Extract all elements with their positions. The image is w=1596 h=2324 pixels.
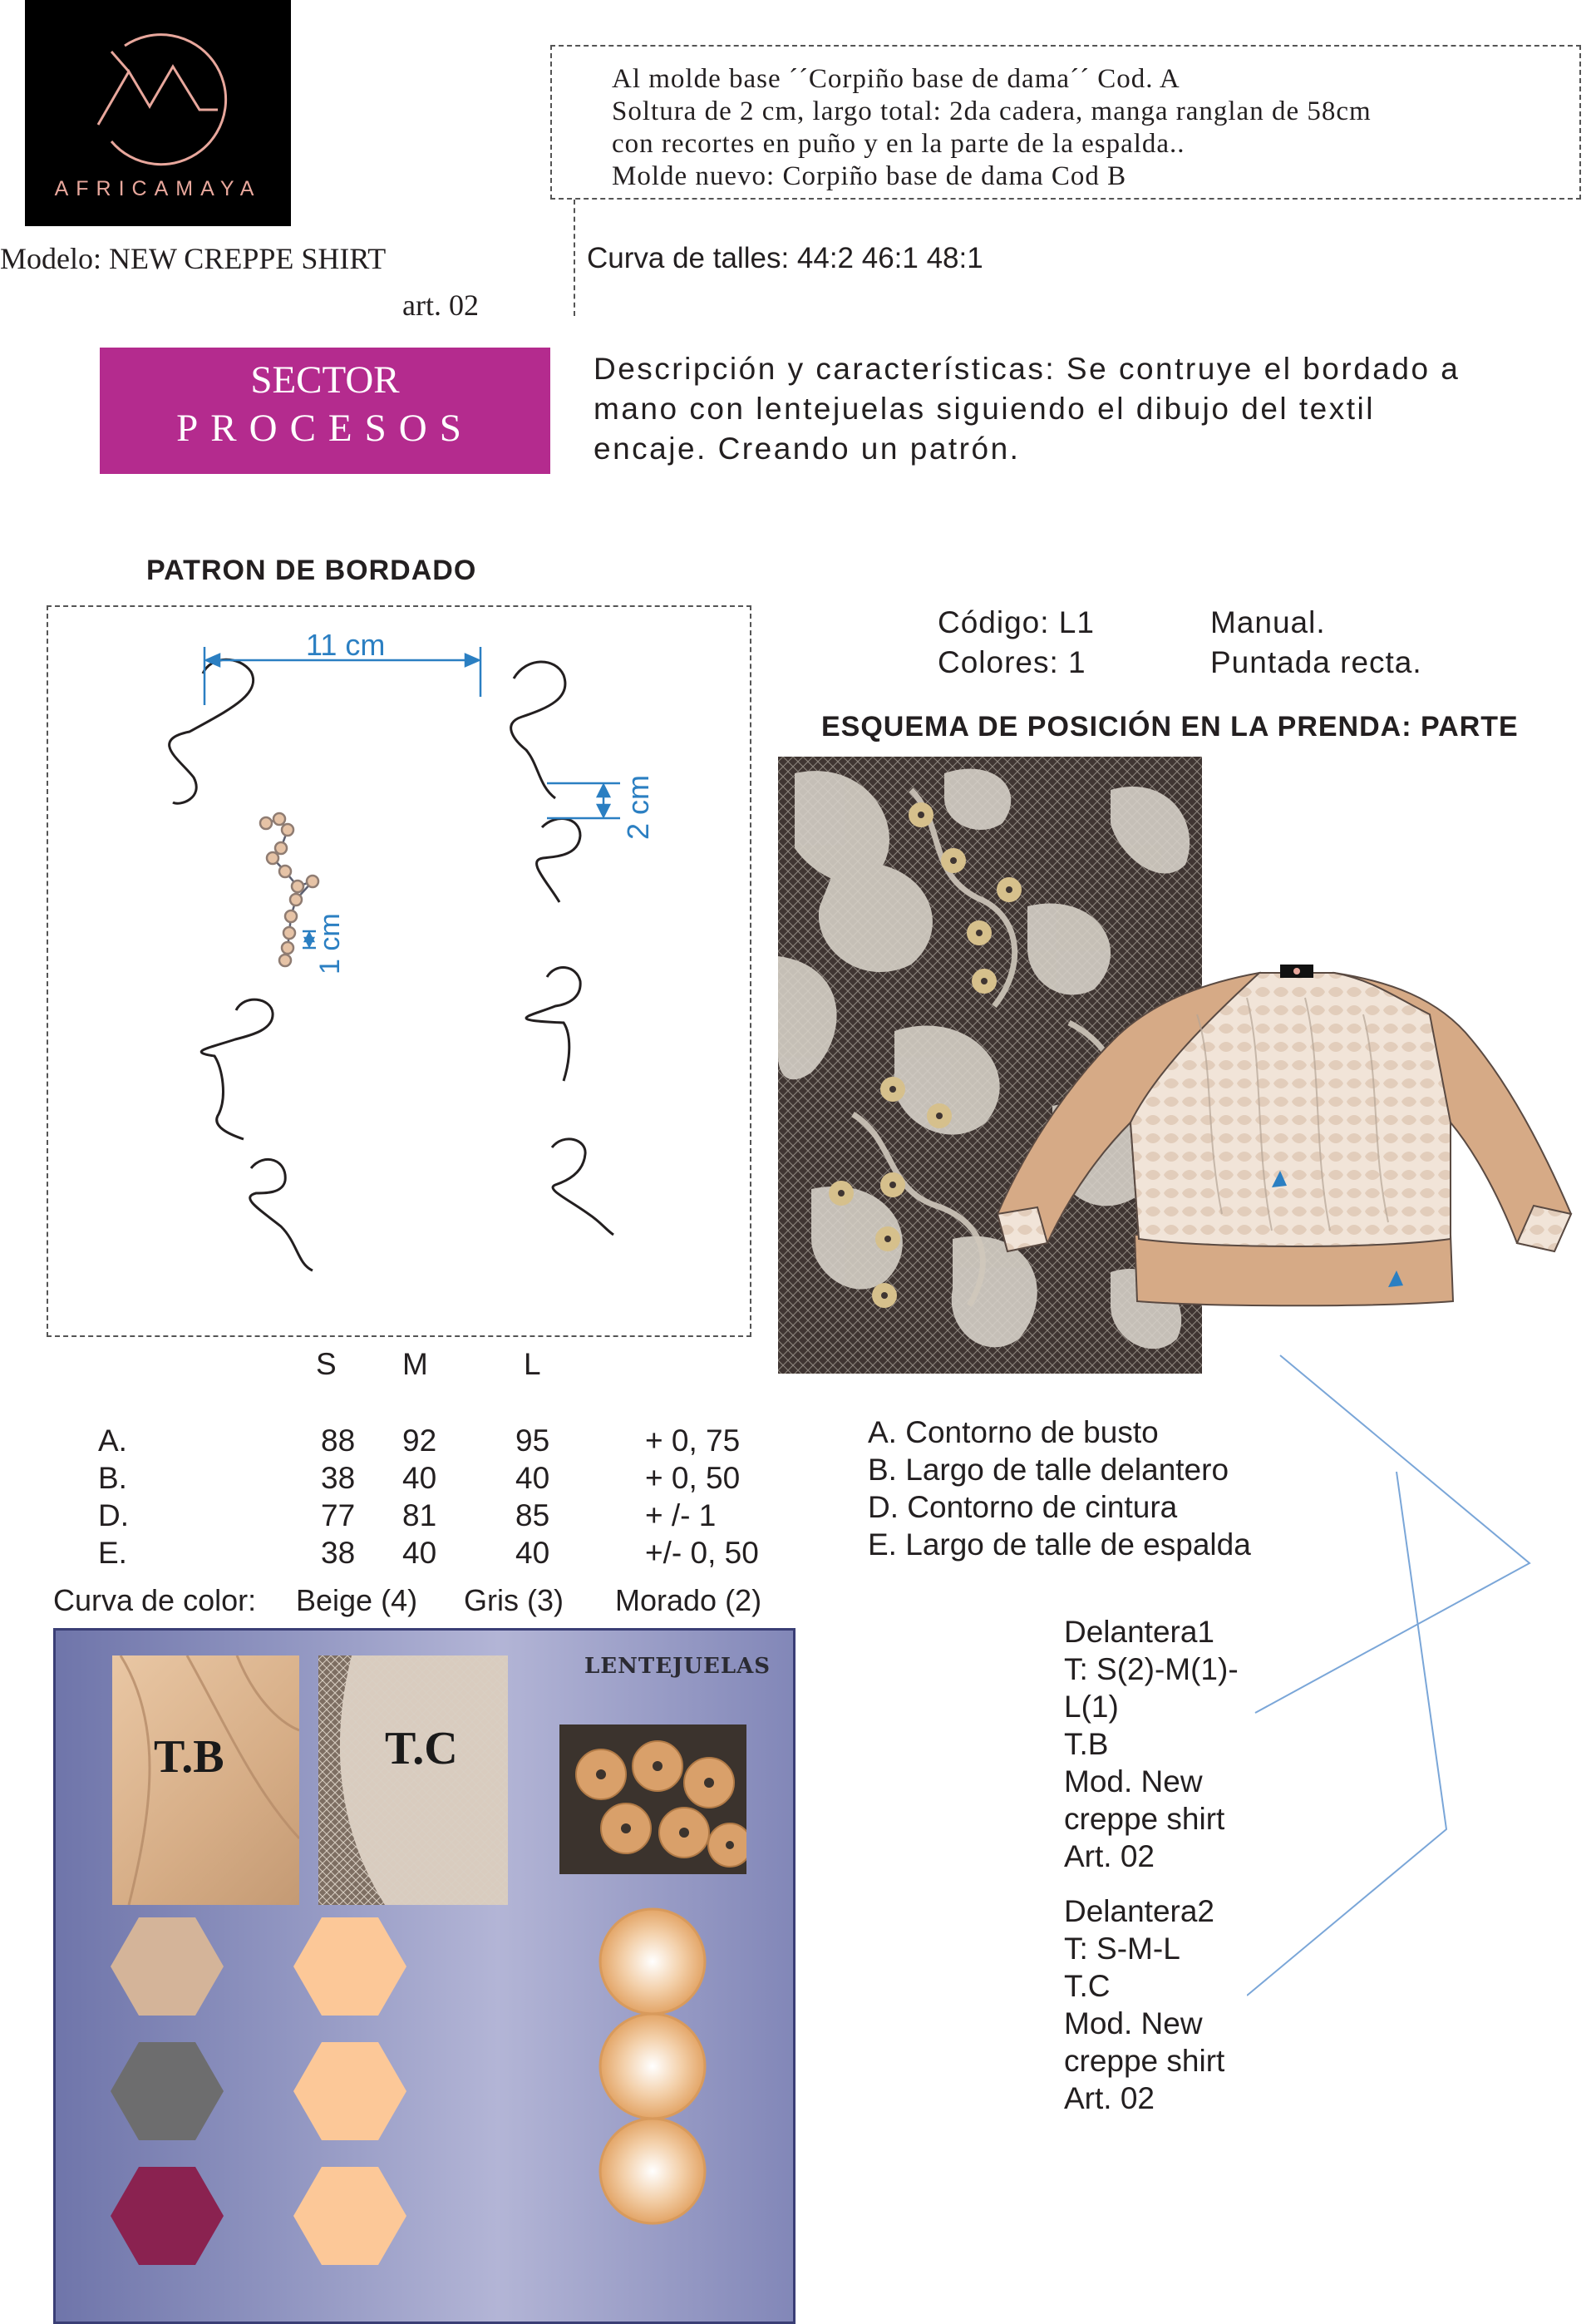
definition-item: E. Largo de talle de espalda xyxy=(868,1527,1251,1562)
header-note-line: con recortes en puño y en la parte de la espalda.. xyxy=(612,129,1185,159)
header-note xyxy=(550,45,1581,200)
measure-s-values xyxy=(321,1422,355,1572)
measure-value: 88 xyxy=(321,1424,356,1458)
sector-line2: PROCESOS xyxy=(176,407,474,450)
size-header-m: M xyxy=(402,1347,428,1381)
piece-label-delantera1 xyxy=(1064,1613,1239,1875)
measure-key: E. xyxy=(98,1536,127,1570)
description-line: encaje. Creando un patrón. xyxy=(594,432,1021,466)
color-curve-label: Curva de color: xyxy=(53,1583,257,1617)
piece-label-line: T: S(2)-M(1)- xyxy=(1064,1652,1239,1686)
measure-key: D. xyxy=(98,1498,129,1532)
measure-tolerance: + 0, 75 xyxy=(645,1424,741,1458)
header-note-line: Al molde base ´´Corpiño base de dama´´ Cod. A xyxy=(612,64,1180,94)
measure-value: 40 xyxy=(402,1536,437,1570)
leader-lines xyxy=(1247,1164,1596,2012)
measure-tolerances xyxy=(645,1422,759,1572)
piece-label-line: Delantera2 xyxy=(1064,1894,1215,1928)
piece-label-line: Art. 02 xyxy=(1064,2081,1155,2115)
measure-tolerance: +/- 0, 50 xyxy=(645,1536,759,1570)
swatch-panel xyxy=(53,1628,796,2324)
sector-badge xyxy=(100,348,550,474)
measure-value: 95 xyxy=(515,1424,550,1458)
swatch-sequin xyxy=(600,2014,705,2119)
measure-value: 40 xyxy=(515,1536,550,1570)
size-curve: Curva de talles: 44:2 46:1 48:1 xyxy=(587,242,983,274)
brand-logo xyxy=(25,0,291,226)
piece-label-line: T: S-M-L xyxy=(1064,1932,1180,1966)
piece-label-line: T.B xyxy=(1064,1727,1109,1761)
measure-value: 85 xyxy=(515,1498,550,1532)
measure-value: 77 xyxy=(321,1498,356,1532)
description xyxy=(594,349,1583,469)
code-label: Código: L1 xyxy=(938,605,1095,639)
manual-label: Manual. xyxy=(1210,605,1326,639)
stitch-label: Puntada recta. xyxy=(1210,645,1422,679)
piece-label-line: Mod. New xyxy=(1064,2006,1203,2040)
piece-label-line: creppe shirt xyxy=(1064,2044,1225,2078)
brand-name: AFRICAMAYA xyxy=(54,177,262,200)
measure-value: 38 xyxy=(321,1536,356,1570)
measure-key: B. xyxy=(98,1461,127,1495)
piece-label-line: T.C xyxy=(1064,1969,1111,2003)
header-note-line: Molde nuevo: Corpiño base de dama Cod B xyxy=(612,161,1127,191)
model-name: Modelo: NEW CREPPE SHIRT xyxy=(0,242,387,275)
sector-line1: SECTOR xyxy=(250,358,400,402)
piece-label-line: Mod. New xyxy=(1064,1764,1203,1799)
dimension-spacing: 2 cm xyxy=(621,774,655,840)
color-curve-morado: Morado (2) xyxy=(615,1583,762,1617)
definition-item: D. Contorno de cintura xyxy=(868,1490,1178,1524)
embroidery-pattern-drawing xyxy=(48,607,753,1339)
measure-m-values xyxy=(402,1422,436,1572)
tc-label: T.C xyxy=(385,1723,458,1774)
measure-value: 40 xyxy=(402,1461,437,1495)
description-line: mano con lentejuelas siguiendo el dibujo del textil xyxy=(594,392,1375,426)
header-note-line: Soltura de 2 cm, largo total: 2da cadera, manga ranglan de 58cm xyxy=(612,96,1372,126)
tb-label: T.B xyxy=(154,1731,224,1783)
measure-definitions xyxy=(868,1414,1251,1563)
swatch-sequin xyxy=(600,1909,705,2014)
swatch-peach xyxy=(293,2042,406,2140)
piece-label-line: L(1) xyxy=(1064,1690,1119,1724)
swatch-gray xyxy=(111,2042,224,2140)
model-article: art. 02 xyxy=(402,289,479,322)
description-line: Descripción y características: Se contruye el bordado a xyxy=(594,352,1461,386)
logo-mark-icon xyxy=(25,0,291,191)
size-header-s: S xyxy=(316,1347,337,1381)
dimension-step: 1 cm xyxy=(314,913,346,975)
sequins-label: LENTEJUELAS xyxy=(584,1654,771,1679)
pattern-title: PATRON DE BORDADO xyxy=(146,555,477,586)
colors-label: Colores: 1 xyxy=(938,645,1086,679)
piece-label-delantera2 xyxy=(1064,1892,1224,2117)
color-curve-beige: Beige (4) xyxy=(296,1583,418,1617)
measure-value: 40 xyxy=(515,1461,550,1495)
definition-item: B. Largo de talle delantero xyxy=(868,1453,1229,1487)
measure-tolerance: + /- 1 xyxy=(645,1498,717,1532)
pattern-box xyxy=(47,605,751,1337)
measure-value: 81 xyxy=(402,1498,437,1532)
measure-l-values xyxy=(515,1422,549,1572)
color-swatches xyxy=(56,1631,793,2322)
swatch-purple xyxy=(111,2167,224,2265)
size-header-l: L xyxy=(524,1347,541,1381)
swatch-beige xyxy=(111,1917,224,2016)
piece-label-line: creppe shirt xyxy=(1064,1802,1225,1836)
swatch-peach xyxy=(293,1917,406,2016)
swatch-sequin xyxy=(600,2119,705,2223)
measure-value: 92 xyxy=(402,1424,437,1458)
dimension-width: 11 cm xyxy=(306,628,386,662)
divider xyxy=(574,200,575,316)
swatch-peach xyxy=(293,2167,406,2265)
measure-value: 38 xyxy=(321,1461,356,1495)
color-curve-gris: Gris (3) xyxy=(464,1583,564,1617)
measure-keys xyxy=(98,1422,129,1572)
measure-key: A. xyxy=(98,1424,127,1458)
definition-item: A. Contorno de busto xyxy=(868,1415,1159,1449)
position-title: ESQUEMA DE POSICIÓN EN LA PRENDA: PARTE xyxy=(821,711,1519,743)
piece-label-line: Art. 02 xyxy=(1064,1839,1155,1873)
measure-tolerance: + 0, 50 xyxy=(645,1461,741,1495)
piece-label-line: Delantera1 xyxy=(1064,1615,1215,1649)
